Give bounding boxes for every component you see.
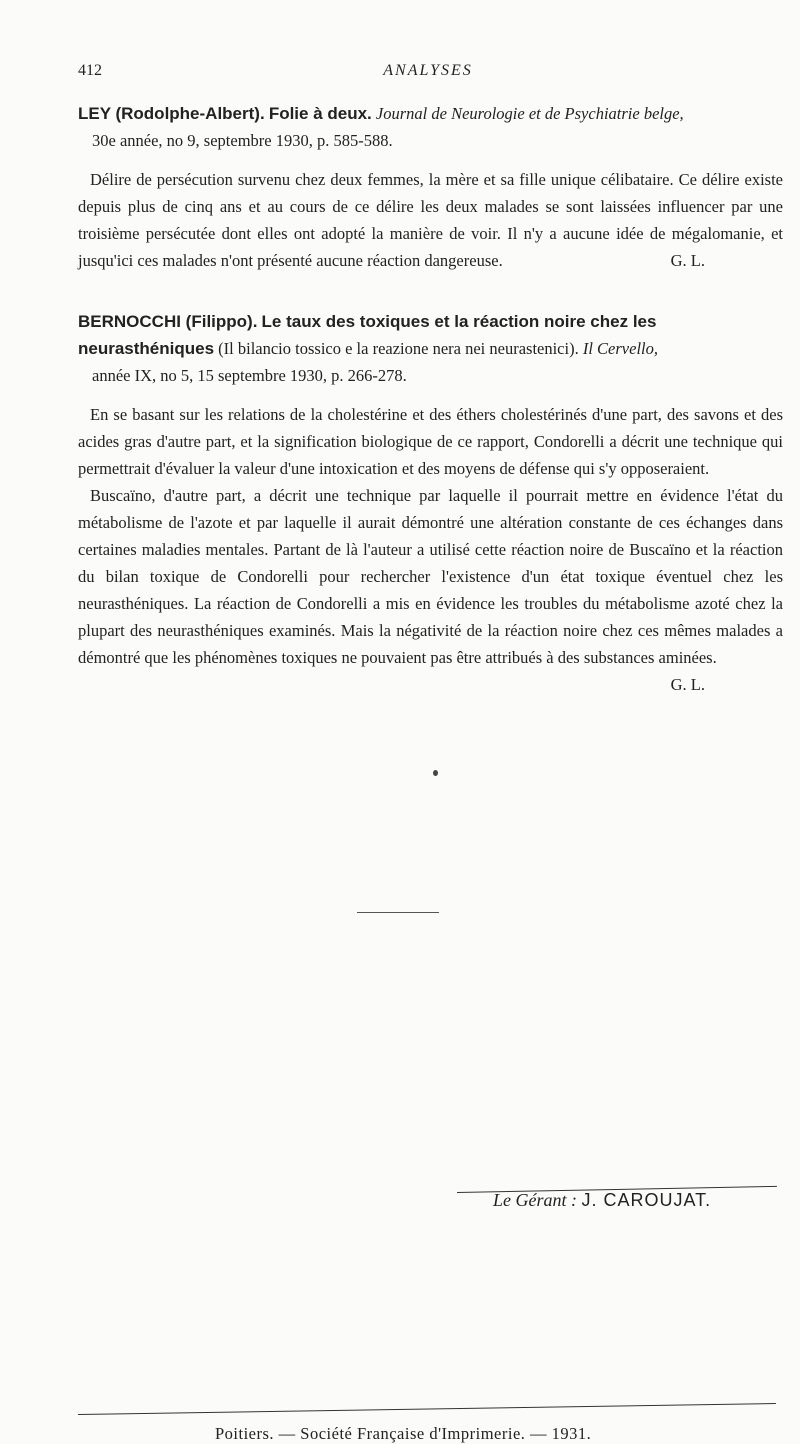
entry-title: Folie à deux. — [268, 104, 372, 123]
entry-heading — [78, 308, 783, 362]
entry-citation: 30e année, no 9, septembre 1930, p. 585-588. — [92, 131, 393, 150]
running-title: ANALYSES — [383, 62, 473, 79]
entry-title-italian: (Il bilancio tossico e la reazione nera nei neurastenici). — [218, 339, 579, 358]
entry-paragraph: Délire de persécution survenu chez deux femmes, la mère et sa fille unique célibataire. Ce délire existe depuis plus de cinq ans et au cours de ce délire les deux malades se sont laissées influencer par une troisième persécutée dont elles ont adopté la manière de voir. Il n'y a aucune idée de mégalomanie, et jusqu'ici ces malades n'ont présenté aucune réaction dangereuse. G. L. — [78, 166, 783, 274]
imprint-rule — [78, 1403, 776, 1415]
page-header — [78, 62, 778, 86]
entry-heading — [78, 100, 783, 127]
gerant-label: Le Gérant : — [493, 1190, 577, 1210]
entry-signature: G. L. — [670, 675, 705, 694]
entry-paragraph: Buscaïno, d'autre part, a décrit une technique par laquelle il pourrait mettre en évidence l'état du métabolisme de l'azote et par laquelle il aurait démontré une altération constante de ces échanges dans certaines maladies mentales. Partant de là l'auteur a utilisé cette réaction noire de Buscaïno et la réaction du bilan toxique de Condorelli pour rechercher l'existence d'un état toxique éventuel chez les neurasthéniques. La réaction de Condorelli a mis en évidence les troubles du métabolisme azoté chez la plupart des neurasthéniques examinés. Mais la négativité de la réaction noire chez ces mêmes malades a démontré que les phénomènes toxiques ne pouvaient pas être attribués à des substances aminées. G. L. — [78, 482, 783, 671]
entry-signature: G. L. — [670, 251, 705, 270]
abstract-entry-bernocchi — [78, 308, 783, 698]
page-number: 412 — [78, 62, 102, 79]
abstract-entry-ley — [78, 100, 783, 274]
section-separator — [357, 912, 439, 913]
entry-journal: Journal de Neurologie et de Psychiatrie belge, — [375, 104, 684, 123]
entry-citation: année IX, no 5, 15 septembre 1930, p. 266-278. — [92, 366, 407, 385]
gerant-credit — [493, 1190, 711, 1211]
entry-paragraph: En se basant sur les relations de la cholestérine et des éthers cholestérinés d'une part, des savons et des acides gras d'autre part, et la signification biologique de ce rapport, Condorelli a décrit une technique qui permettrait d'évaluer la valeur d'une intoxication et des moyens de défense qui s'y opposeraient. — [78, 405, 783, 478]
entry-journal: Il Cervello, — [582, 339, 658, 358]
entry-authors: LEY (Rodolphe-Albert). — [78, 104, 265, 123]
entry-authors: BERNOCCHI (Filippo). — [78, 312, 258, 331]
ink-dot — [433, 770, 438, 776]
gerant-name: J. CAROUJAT. — [581, 1190, 712, 1210]
entry-title: Le taux des toxiques et la réaction noire chez les neurasthéniques — [78, 312, 657, 358]
imprint-line: Poitiers. — Société Française d'Imprimerie. — 1931. — [215, 1424, 592, 1443]
